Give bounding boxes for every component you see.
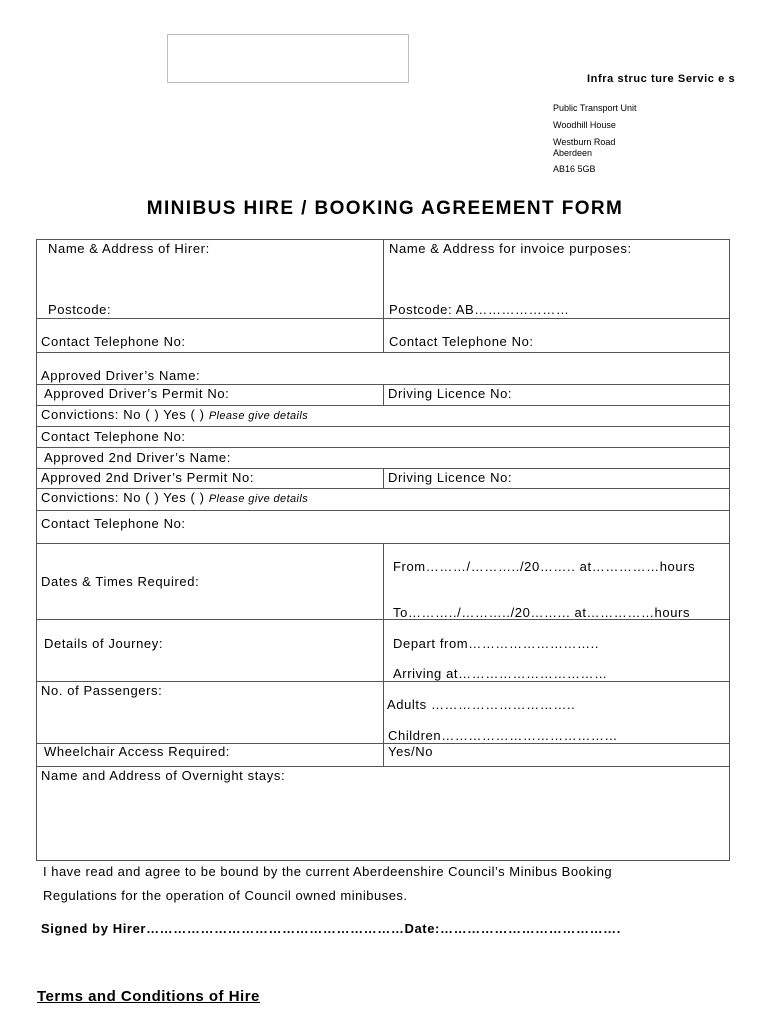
give-details-note: Please give details	[208, 410, 309, 422]
terms-heading: Terms and Conditions of Hire	[37, 988, 260, 1005]
row-divider	[36, 352, 730, 353]
driver-convictions-label: Convictions: No ( ) Yes ( ) Please give details	[41, 407, 309, 422]
row-divider	[36, 426, 730, 427]
from-date-line: From………/………../20…….. at……………hours	[393, 559, 696, 574]
column-divider	[383, 240, 384, 352]
second-driver-name-label: Approved 2nd Driver’s Name:	[44, 450, 231, 465]
driver-name-label: Approved Driver’s Name:	[41, 368, 201, 383]
declaration-line-2: Regulations for the operation of Council owned minibuses.	[43, 888, 408, 903]
column-divider	[383, 468, 384, 488]
give-details-note: Please give details	[208, 493, 309, 505]
invoice-name-address-label: Name & Address for invoice purposes:	[389, 241, 632, 256]
to-date-line: To………../………../20……... at……………hours	[393, 605, 691, 620]
address-line-2: Woodhill House	[553, 120, 616, 130]
address-line-1: Public Transport Unit	[553, 103, 637, 113]
second-driver-contact-tel-label: Contact Telephone No:	[41, 516, 186, 531]
hirer-name-address-label: Name & Address of Hirer:	[48, 241, 210, 256]
row-divider	[36, 510, 730, 511]
address-postcode: AB16 5GB	[553, 164, 596, 174]
overnight-stays-label: Name and Address of Overnight stays:	[41, 768, 286, 783]
signature-line: Signed by Hirer…………………………………………………Date:………………………………….	[41, 921, 621, 936]
row-divider	[36, 488, 730, 489]
hirer-postcode-label: Postcode:	[48, 302, 112, 317]
second-driver-permit-label: Approved 2nd Driver’s Permit No:	[41, 470, 255, 485]
logo-placeholder	[167, 34, 409, 83]
row-divider	[36, 447, 730, 448]
address-line-4: Aberdeen	[553, 148, 593, 158]
second-driver-licence-label: Driving Licence No:	[388, 470, 513, 485]
driver-contact-tel-label: Contact Telephone No:	[41, 429, 186, 444]
column-divider	[383, 543, 384, 766]
hirer-contact-tel-label: Contact Telephone No:	[41, 334, 186, 349]
row-divider	[36, 405, 730, 406]
row-divider	[36, 766, 730, 767]
second-driver-convictions-label: Convictions: No ( ) Yes ( ) Please give details	[41, 490, 309, 505]
journey-details-label: Details of Journey:	[44, 636, 164, 651]
wheelchair-label: Wheelchair Access Required:	[44, 744, 230, 759]
invoice-postcode-label: Postcode: AB…………………	[389, 302, 570, 317]
dates-times-label: Dates & Times Required:	[41, 574, 200, 589]
driver-licence-label: Driving Licence No:	[388, 386, 513, 401]
form-title: MINIBUS HIRE / BOOKING AGREEMENT FORM	[146, 198, 624, 219]
passengers-label: No. of Passengers:	[41, 683, 163, 698]
invoice-contact-tel-label: Contact Telephone No:	[389, 334, 534, 349]
children-line: Children…………………………………	[388, 728, 619, 743]
declaration-line-1: I have read and agree to be bound by the current Aberdeenshire Council’s Minibus Booking	[43, 864, 613, 879]
wheelchair-yes-no: Yes/No	[388, 744, 434, 759]
depart-from-line: Depart from………………………..	[393, 636, 600, 651]
adults-line: Adults …………………………..	[387, 697, 576, 712]
address-line-3: Westburn Road	[553, 137, 616, 147]
driver-permit-label: Approved Driver’s Permit No:	[44, 386, 230, 401]
arriving-at-line: Arriving at……………………………	[393, 666, 608, 681]
department-name: Infra struc ture Servic e s	[587, 73, 736, 85]
column-divider	[383, 384, 384, 405]
